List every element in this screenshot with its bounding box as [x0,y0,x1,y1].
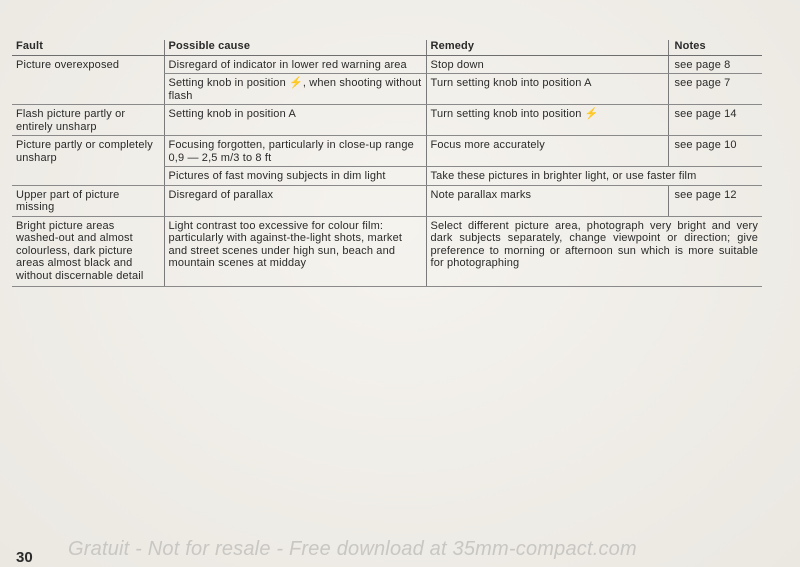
table-row [12,55,762,74]
notes-cell: see page 12 [668,185,762,216]
remedy-cell: Stop down [426,55,668,74]
cause-cell: Light contrast too excessive for colour film: particularly with against-the-light shots, market and street scenes under high sun, beach and mountain scenes at midday [164,216,426,287]
table-row [12,136,762,167]
fault-cell: Bright picture areas washed-out and almost colourless, dark picture areas almost black and without discernable detail [12,216,164,287]
cause-cell: Pictures of fast moving subjects in dim light [164,167,426,186]
cause-cell: Focusing forgotten, particularly in close-up range 0,9 — 2,5 m/3 to 8 ft [164,136,426,167]
table-header-row [12,40,762,55]
notes-cell: see page 8 [668,55,762,74]
notes-cell: see page 10 [668,136,762,167]
remedy-cell: Select different picture area, photograph very bright and very dark subjects separately, change viewpoint or direction; give preference to morning or afternoon sun which is more suitable for photographing [426,216,762,287]
troubleshooting-table [12,40,762,287]
fault-cell: Picture overexposed [12,55,164,105]
cause-cell: Disregard of indicator in lower red warning area [164,55,426,74]
header-remedy: Remedy [426,40,668,55]
header-possible-cause: Possible cause [164,40,426,55]
remedy-cell: Turn setting knob into position A [426,74,668,105]
cause-cell: Setting knob in position ⚡, when shooting without flash [164,74,426,105]
header-fault: Fault [12,40,164,55]
fault-cell: Upper part of picture missing [12,185,164,216]
header-notes: Notes [668,40,762,55]
notes-cell: see page 7 [668,74,762,105]
page-number: 30 [16,549,33,566]
remedy-cell: Take these pictures in brighter light, or use faster film [426,167,762,186]
remedy-cell: Note parallax marks [426,185,668,216]
table-row [12,185,762,216]
notes-cell: see page 14 [668,105,762,136]
watermark: Gratuit - Not for resale - Free download at 35mm-compact.com [68,538,637,560]
table-row [12,216,762,287]
fault-cell: Picture partly or completely unsharp [12,136,164,186]
table-row [12,105,762,136]
fault-cell: Flash picture partly or entirely unsharp [12,105,164,136]
cause-cell: Disregard of parallax [164,185,426,216]
remedy-cell: Turn setting knob into position ⚡ [426,105,668,136]
cause-cell: Setting knob in position A [164,105,426,136]
remedy-cell: Focus more accurately [426,136,668,167]
